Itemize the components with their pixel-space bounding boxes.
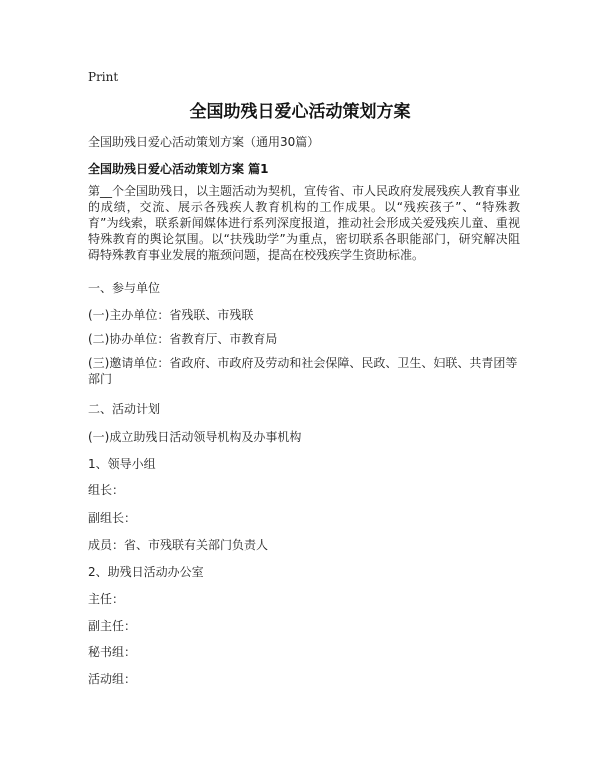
co-organizer-line: (二)协办单位：省教育厅、市教育局 bbox=[88, 332, 278, 346]
intro-paragraph: 第__个全国助残日，以主题活动为契机，宣传省、市人民政府发展残疾人教育事业的成绩，交流、展示各残疾人教育机构的工作成果。以“残疾孩子”、“特殊教育”为线索，联系新闻媒体进行系列深度报道，推动社会形成关爱残疾儿童、重视特殊教育的舆论氛围。以“扶残助学”为重点，密切联系各职能部门，研究解决阻碍特殊教育事业发展的瓶颈问题，提高在校残疾学生资助标准。 bbox=[88, 184, 521, 262]
document-subtitle: 全国助残日爱心活动策划方案（通用30篇） bbox=[88, 135, 320, 149]
office-heading: 2、助残日活动办公室 bbox=[88, 565, 204, 579]
heading-participants: 一、参与单位 bbox=[88, 281, 161, 295]
director-line: 主任： bbox=[88, 592, 125, 606]
activity-group-line: 活动组： bbox=[88, 672, 137, 686]
group-leader-line: 组长： bbox=[88, 483, 125, 497]
secretariat-line: 秘书组： bbox=[88, 645, 137, 659]
deputy-director-line: 副主任： bbox=[88, 619, 137, 633]
leadership-group-heading: 1、领导小组 bbox=[88, 457, 156, 471]
establish-leadership-line: (一)成立助残日活动领导机构及办事机构 bbox=[88, 430, 302, 444]
print-link[interactable]: Print bbox=[88, 70, 119, 84]
members-line: 成员：省、市残联有关部门负责人 bbox=[88, 538, 269, 552]
deputy-leader-line: 副组长： bbox=[88, 511, 137, 525]
invited-units-line: (三)邀请单位：省政府、市政府及劳动和社会保障、民政、卫生、妇联、共青团等部门 bbox=[88, 356, 518, 386]
section-heading: 全国助残日爱心活动策划方案 篇1 bbox=[88, 162, 269, 176]
document-title: 全国助残日爱心活动策划方案 bbox=[189, 102, 411, 122]
organizer-line: (一)主办单位：省残联、市残联 bbox=[88, 308, 254, 322]
heading-activity-plan: 二、活动计划 bbox=[88, 402, 161, 416]
